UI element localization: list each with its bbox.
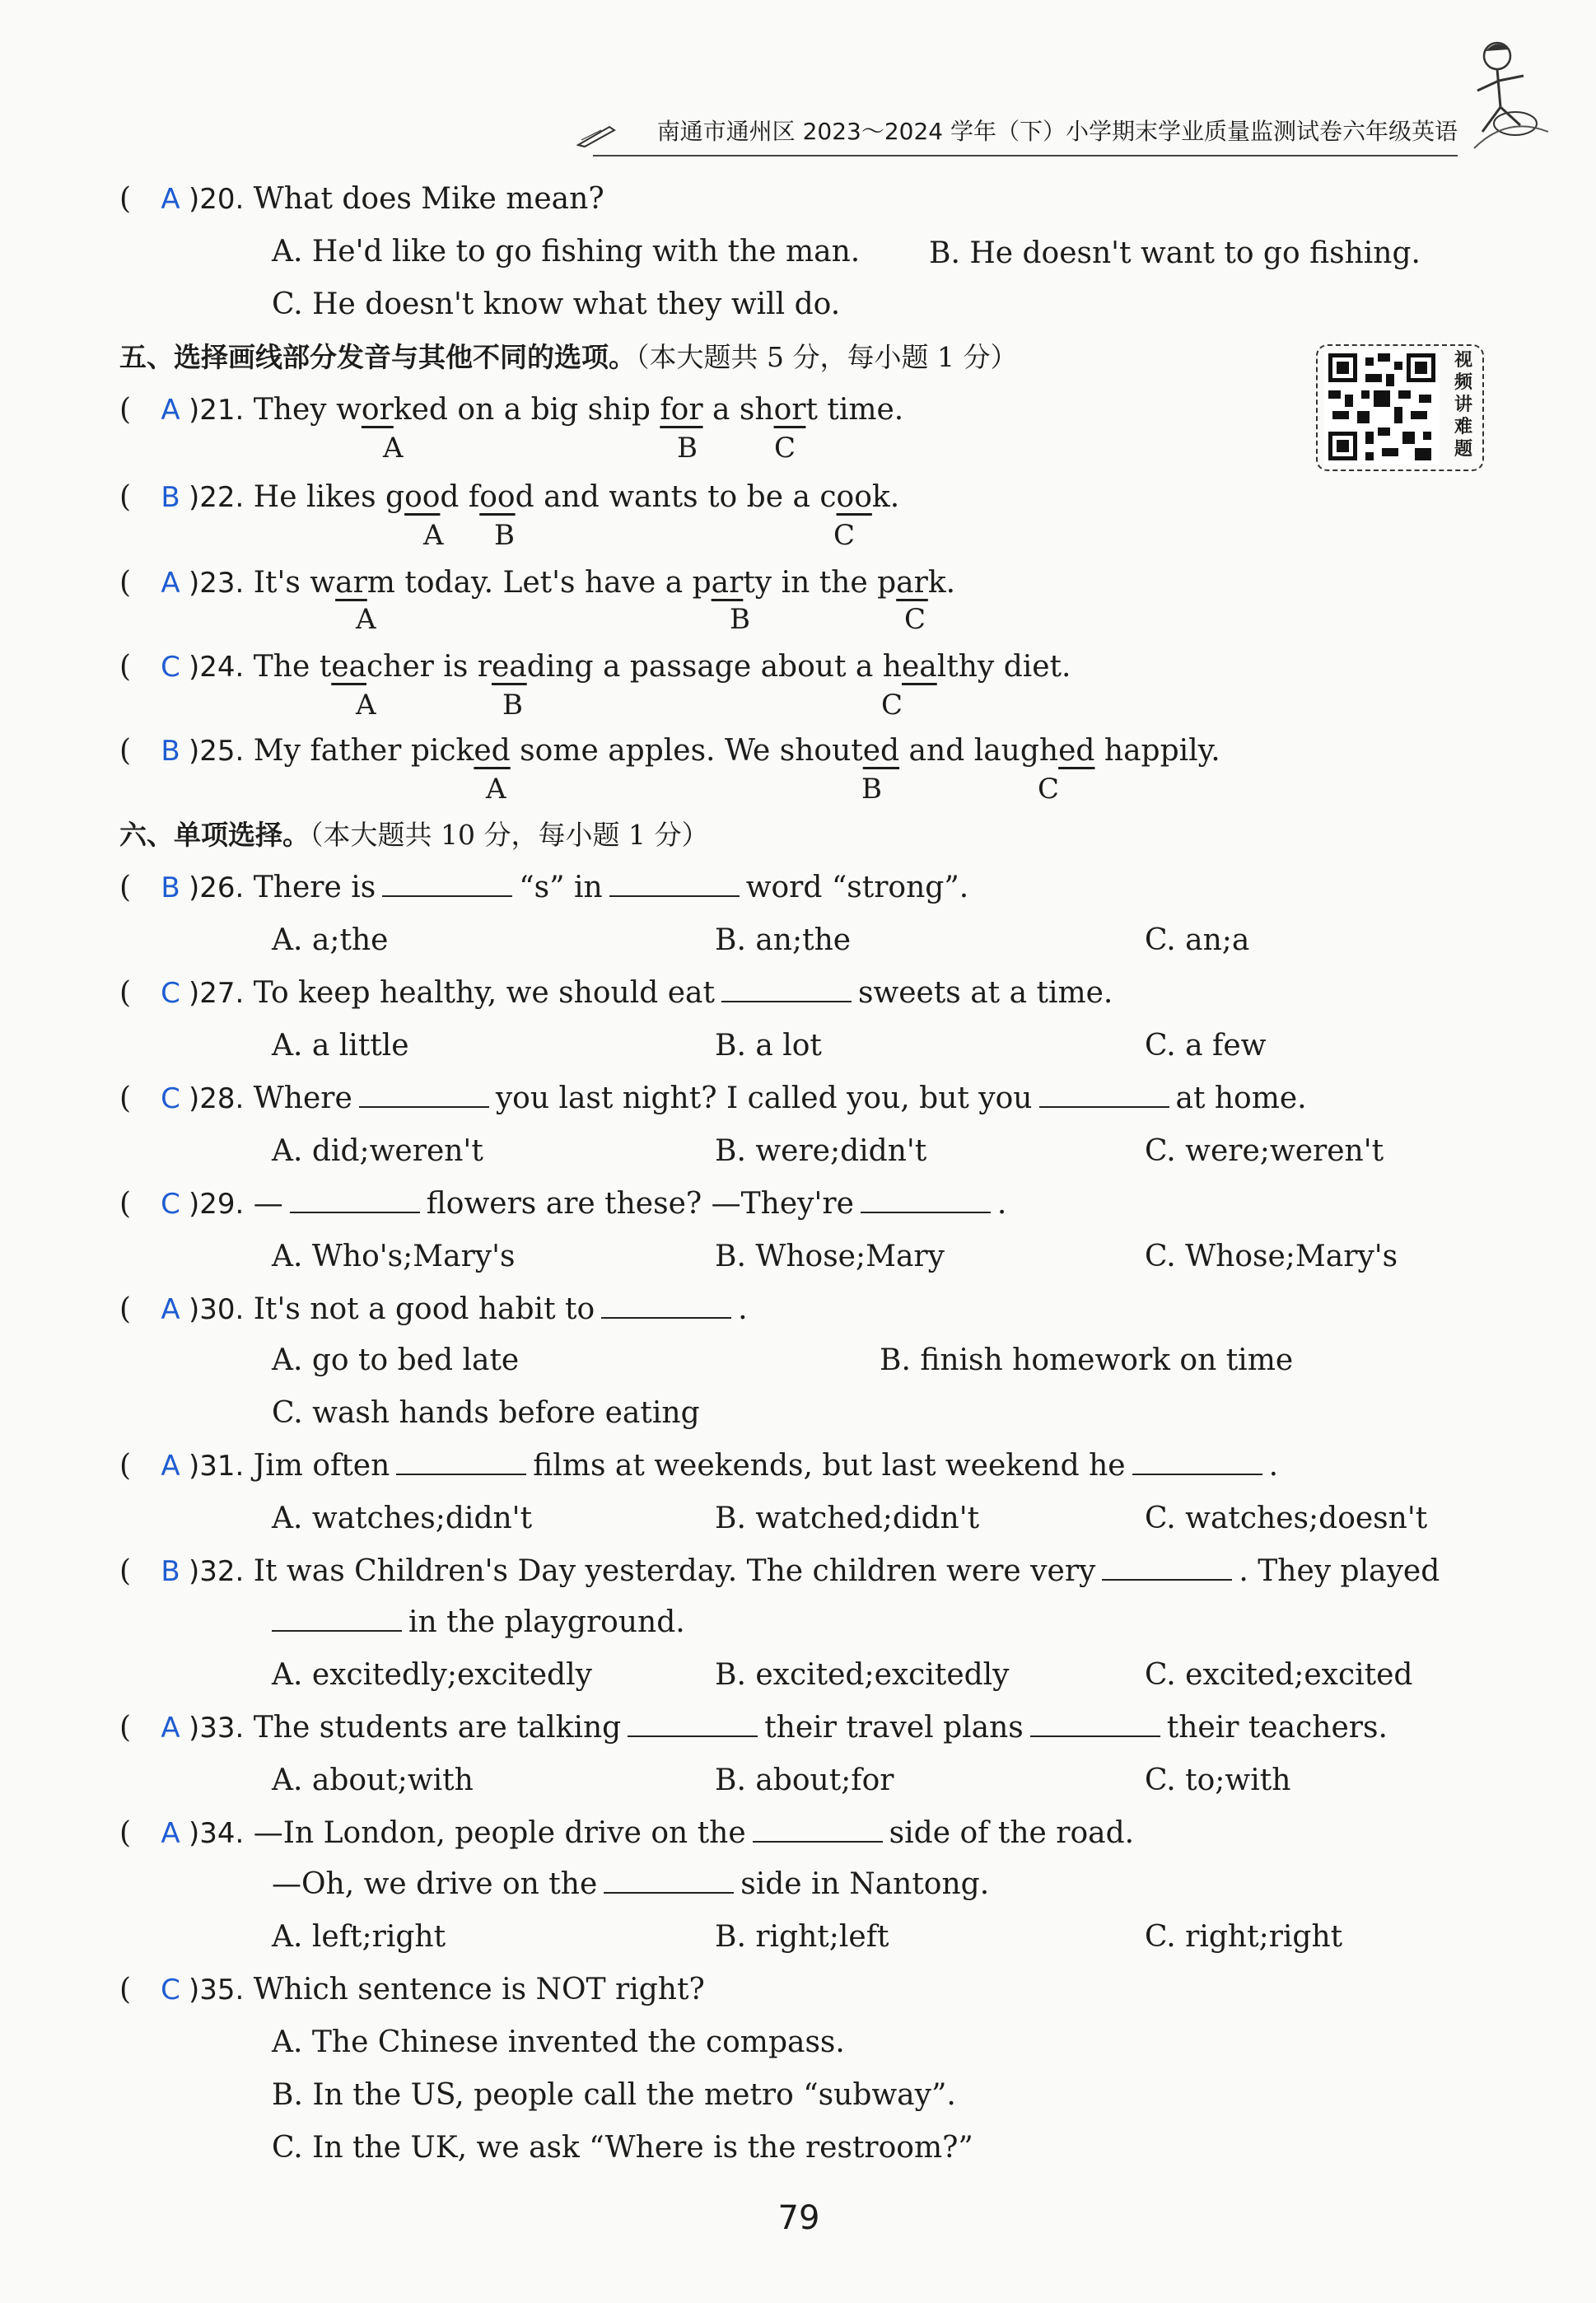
answer-34: A: [161, 1817, 180, 1850]
blank[interactable]: [628, 1707, 758, 1737]
answer-23: A: [161, 567, 180, 600]
option-32a: A. excitedly;excitedly: [272, 1658, 592, 1692]
blank[interactable]: [609, 867, 740, 897]
qr-label: 视频讲难题: [1454, 350, 1472, 460]
option-32b: B. excited;excitedly: [715, 1658, 1010, 1692]
blank[interactable]: [1030, 1707, 1160, 1737]
page-number: 79: [777, 2199, 820, 2237]
label-23b: B: [730, 603, 750, 636]
mascot-boy-icon: [1458, 33, 1556, 156]
option-20b: B. He doesn't want to go fishing.: [929, 236, 1421, 270]
option-30c: C. wash hands before eating: [272, 1396, 700, 1430]
question-25: ( B )25. My father picked some apples. We shouted and laughed happily.: [119, 728, 1220, 774]
option-32c: C. excited;excited: [1145, 1658, 1413, 1692]
blank[interactable]: [359, 1078, 489, 1108]
option-26c: C. an;a: [1145, 923, 1250, 957]
option-29c: C. Whose;Mary's: [1145, 1240, 1398, 1273]
label-24c: C: [881, 689, 903, 722]
option-30a: A. go to bed late: [272, 1343, 520, 1377]
question-34: ( A )34. —In London, people drive on the side of the road.: [119, 1810, 1134, 1857]
question-23: ( A )23. It's warm today. Let's have a party in the park.: [119, 560, 955, 606]
question-27: ( C )27. To keep healthy, we should eat sweets at a time.: [119, 970, 1113, 1016]
answer-22: B: [161, 481, 180, 514]
option-33b: B. about;for: [715, 1763, 894, 1797]
answer-28: C: [161, 1082, 180, 1115]
answer-24: C: [161, 651, 180, 684]
option-26b: B. an;the: [715, 923, 852, 957]
answer-33: A: [161, 1712, 180, 1745]
blank[interactable]: [1132, 1446, 1262, 1475]
option-34b: B. right;left: [715, 1920, 889, 1954]
label-24b: B: [502, 689, 523, 722]
question-35: ( C )35. Which sentence is NOT right?: [119, 1967, 705, 2013]
option-34c: C. right;right: [1145, 1920, 1343, 1954]
option-27b: B. a lot: [715, 1029, 822, 1063]
question-29: ( C )29. — flowers are these? —They're .: [119, 1181, 1006, 1227]
blank[interactable]: [272, 1602, 402, 1632]
label-23c: C: [904, 603, 926, 636]
label-21c: C: [774, 432, 796, 465]
question-30: ( A )30. It's not a good habit to .: [119, 1287, 748, 1333]
answer-20: A: [161, 183, 180, 216]
blank[interactable]: [382, 867, 512, 897]
option-28a: A. did;weren't: [272, 1134, 483, 1168]
section-6-heading: 六、单项选择。（本大题共 10 分，每小题 1 分）: [119, 819, 709, 851]
answer-35: C: [161, 1974, 180, 2006]
label-22a: A: [423, 519, 444, 552]
answer-29: C: [161, 1188, 180, 1221]
option-20a: A. He'd like to go fishing with the man.: [272, 235, 861, 269]
option-29a: A. Who's;Mary's: [272, 1240, 516, 1273]
blank[interactable]: [290, 1184, 420, 1213]
option-35b: B. In the US, people call the metro “subway”.: [272, 2078, 956, 2112]
option-34a: A. left;right: [272, 1920, 446, 1954]
page-header: 南通市通州区 2023～2024 学年（下）小学期末学业质量监测试卷六年级英语: [656, 118, 1458, 145]
option-31b: B. watched;didn't: [715, 1502, 980, 1535]
blank[interactable]: [861, 1184, 991, 1213]
option-27a: A. a little: [272, 1029, 409, 1063]
option-20c: C. He doesn't know what they will do.: [272, 287, 841, 321]
label-22b: B: [494, 519, 515, 552]
answer-30: A: [161, 1293, 180, 1326]
label-25a: A: [486, 773, 506, 806]
option-35a: A. The Chinese invented the compass.: [272, 2025, 845, 2059]
option-31c: C. watches;doesn't: [1145, 1502, 1428, 1535]
question-32: ( B )32. It was Children's Day yesterday. The children were very . They played: [119, 1549, 1440, 1595]
option-30b: B. finish homework on time: [880, 1343, 1294, 1377]
option-35c: C. In the UK, we ask “Where is the restroom?”: [272, 2131, 973, 2165]
blank[interactable]: [1039, 1078, 1169, 1108]
question-24: ( C )24. The teacher is reading a passage about a healthy diet.: [119, 644, 1071, 690]
label-24a: A: [356, 689, 376, 722]
label-22c: C: [833, 519, 856, 552]
answer-27: C: [161, 977, 180, 1010]
label-25b: B: [861, 773, 882, 806]
option-28b: B. were;didn't: [715, 1134, 927, 1168]
option-26a: A. a;the: [272, 923, 389, 957]
question-28: ( C )28. Where you last night? I called you, but you at home.: [119, 1076, 1307, 1122]
answer-25: B: [161, 735, 180, 768]
option-29b: B. Whose;Mary: [715, 1240, 945, 1273]
answer-26: B: [161, 871, 180, 904]
option-33c: C. to;with: [1145, 1763, 1291, 1797]
header-rule: [593, 155, 1458, 156]
label-25c: C: [1038, 773, 1060, 806]
question-33: ( A )33. The students are talking their travel plans their teachers.: [119, 1705, 1388, 1751]
option-33a: A. about;with: [272, 1763, 474, 1797]
qr-code-icon[interactable]: [1324, 349, 1440, 465]
blank[interactable]: [753, 1813, 883, 1843]
label-21a: A: [383, 432, 404, 465]
question-31: ( A )31. Jim often films at weekends, but last weekend he .: [119, 1443, 1278, 1489]
answer-31: A: [161, 1450, 180, 1483]
section-5-heading: 五、选择画线部分发音与其他不同的选项。（本大题共 5 分，每小题 1 分）: [119, 341, 1018, 373]
question-20: ( A )20. What does Mike mean?: [119, 176, 604, 222]
label-21b: B: [677, 432, 698, 465]
question-32-line2: in the playground.: [272, 1600, 685, 1646]
label-23a: A: [356, 603, 376, 636]
blank[interactable]: [396, 1446, 526, 1475]
blank[interactable]: [604, 1864, 734, 1894]
question-21: ( A )21. They worked on a big ship for a short time.: [119, 387, 903, 433]
answer-32: B: [161, 1555, 180, 1588]
option-28c: C. were;weren't: [1145, 1134, 1384, 1168]
option-31a: A. watches;didn't: [272, 1502, 533, 1535]
blank[interactable]: [601, 1289, 731, 1319]
blank[interactable]: [1102, 1551, 1232, 1581]
question-22: ( B )22. He likes good food and wants to be a cook.: [119, 474, 899, 521]
blank[interactable]: [721, 973, 852, 1002]
answer-21: A: [161, 394, 180, 427]
question-34-line2: —Oh, we drive on the side in Nantong.: [272, 1862, 989, 1908]
option-27c: C. a few: [1145, 1029, 1267, 1063]
question-26: ( B )26. There is “s” in word “strong”.: [119, 865, 968, 911]
